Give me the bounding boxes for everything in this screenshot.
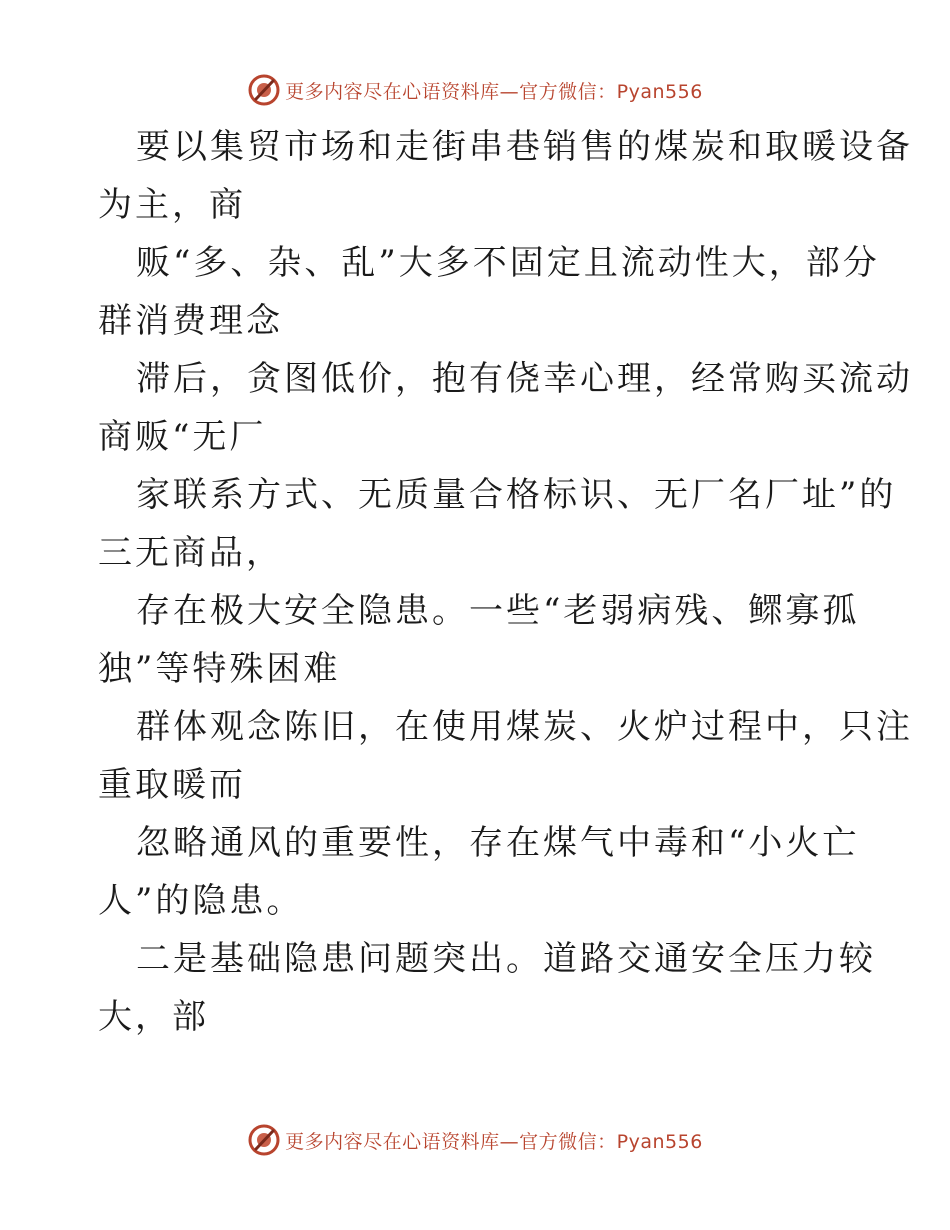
text-line: 群体观念陈旧，在使用煤炭、火炉过程中，只注 — [136, 707, 913, 747]
watermark-text: 更多内容尽在心语资料库—官方微信：Pyan556 — [285, 1130, 703, 1153]
text-line: 家联系方式、无质量合格标识、无厂名厂址”的 — [136, 475, 897, 515]
watermark-text: 更多内容尽在心语资料库—官方微信：Pyan556 — [285, 80, 703, 103]
header-watermark — [0, 72, 950, 108]
text-line: 人”的隐患。 — [98, 881, 304, 921]
text-line: 重取暖而 — [98, 765, 246, 805]
text-line: 独”等特殊困难 — [98, 649, 341, 689]
footer-watermark — [0, 1122, 950, 1158]
text-line: 要以集贸市场和走街串巷销售的煤炭和取暖设备 — [136, 127, 913, 167]
text-line: 商贩“无厂 — [98, 417, 267, 457]
text-line: 贩“多、杂、乱”大多不固定且流动性大，部分 — [136, 243, 880, 283]
text-line: 大，部 — [98, 997, 209, 1037]
text-line: 三无商品， — [98, 533, 283, 573]
text-line: 滞后，贪图低价，抱有侥幸心理，经常购买流动 — [136, 359, 913, 399]
text-line: 忽略通风的重要性，存在煤气中毒和“小火亡 — [136, 823, 860, 863]
text-line: 二是基础隐患问题突出。道路交通安全压力较 — [136, 939, 876, 979]
logo-icon — [247, 1123, 281, 1157]
text-line: 存在极大安全隐患。一些“老弱病残、鳏寡孤 — [136, 591, 860, 631]
text-line: 群消费理念 — [98, 301, 283, 341]
logo-icon — [247, 73, 281, 107]
text-line: 为主，商 — [98, 185, 246, 225]
document-body — [98, 118, 913, 1046]
